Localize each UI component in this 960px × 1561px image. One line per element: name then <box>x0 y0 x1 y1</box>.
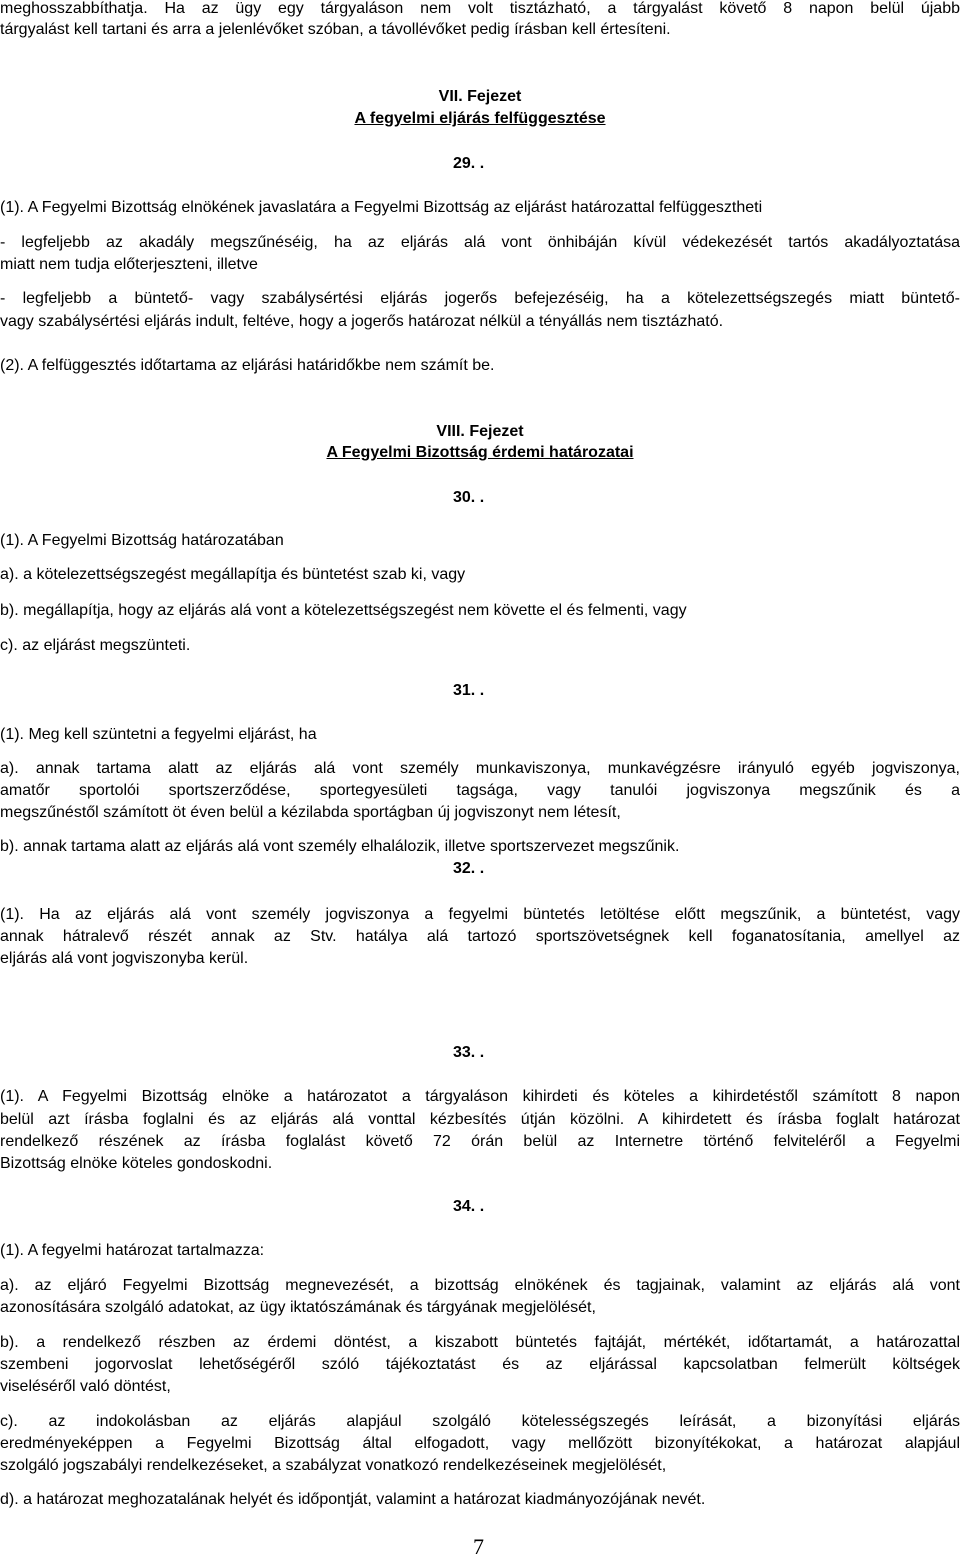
paragraph-line: a). annak tartama alatt az eljárás alá vont személy munkaviszonya, munkavégzésre irányuló egyéb jogviszonya, <box>0 760 960 777</box>
paragraph-line: (1). Ha az eljárás alá vont személy jogviszonya a fegyelmi büntetés letöltése előtt megszűnik, a büntetést, vagy <box>0 906 960 923</box>
paragraph-line: miatt nem tudja előterjeszteni, illetve <box>0 256 258 273</box>
chapter-number: VII. Fejezet <box>438 88 522 105</box>
section-heading: 31. . <box>453 682 485 699</box>
section-heading: 34. . <box>453 1198 485 1215</box>
paragraph-line: - legfeljebb az akadály megszűnéséig, ha az eljárás alá vont önhibáján kívül védekezését tartós akadályoztatása <box>0 234 960 251</box>
paragraph-line: vagy szabálysértési eljárás indult, feltéve, hogy a jogerős határozat nélkül a tényállás nem tisztázható. <box>0 313 724 330</box>
section-heading: 33. . <box>453 1044 485 1061</box>
paragraph-line: Bizottság elnöke köteles gondoskodni. <box>0 1155 273 1172</box>
paragraph-line: azonosítására szolgáló adatokat, az ügy iktatószámának és tárgyának megjelölését, <box>0 1299 596 1316</box>
paragraph-line: - legfeljebb a büntető- vagy szabálysértési eljárás jogerős befejezéséig, ha a kötelezettségszegés miatt büntető- <box>0 290 960 307</box>
paragraph: (1). A Fegyelmi Bizottság határozatában <box>0 532 284 549</box>
chapter-title: A fegyelmi eljárás felfüggesztése <box>354 110 606 127</box>
section-heading: 29. . <box>453 155 485 172</box>
paragraph: (1). Meg kell szüntetni a fegyelmi eljárást, ha <box>0 726 317 743</box>
paragraph-line: b). a rendelkező részben az érdemi döntést, a kiszabott büntetés fajtáját, mértékét, időtartamát, a határozattal <box>0 1334 960 1351</box>
paragraph-line: megszűnéstől számított öt éven belül a kézilabda sportágban új jogviszonyt nem létesít, <box>0 804 621 821</box>
list-item: c). az eljárást megszünteti. <box>0 637 191 654</box>
chapter-title: A Fegyelmi Bizottság érdemi határozatai <box>326 444 634 461</box>
paragraph-line: annak hátralevő részét annak az Stv. hatálya alá tartozó sportszövetségnek kell foganatosítania, amellyel az <box>0 928 960 945</box>
paragraph-line: viseléséről való döntést, <box>0 1378 171 1395</box>
paragraph-line: belül azt írásba foglalni és az eljárás alá vonttal kézbesítés útján közölni. A kihirdetett és írásba foglalt határozat <box>0 1111 960 1128</box>
page-number: 7 <box>473 1534 484 1559</box>
intro-line: meghosszabbíthatja. Ha az ügy egy tárgyaláson nem volt tisztázható, a tárgyalást követő 8 napon belül újabb <box>0 0 960 17</box>
list-item: d). a határozat meghozatalának helyét és időpontját, valamint a határozat kiadmányozójának nevét. <box>0 1491 706 1508</box>
paragraph-line: (1). A Fegyelmi Bizottság elnöke a határozatot a tárgyaláson kihirdeti és köteles a kihirdetéstől számított 8 napon <box>0 1088 960 1105</box>
paragraph-line: c). az indokolásban az eljárás alapjául szolgáló kötelességszegés leírását, a bizonyítási eljárás <box>0 1413 960 1430</box>
chapter-number: VIII. Fejezet <box>436 423 524 440</box>
paragraph-line: amatőr sportolói sportszerződése, sportegyesületi tagsága, vagy tanulói jogviszonya megszűnik és a <box>0 782 960 799</box>
paragraph: (2). A felfüggesztés időtartama az eljárási határidőkbe nem számít be. <box>0 357 495 374</box>
paragraph-line: szembeni jogorvoslat lehetőségéről szóló tájékoztatást és az eljárással kapcsolatban felmerült költségek <box>0 1356 960 1373</box>
list-item: b). megállapítja, hogy az eljárás alá vont a kötelezettségszegést nem követte el és felmenti, vagy <box>0 602 687 619</box>
section-heading: 30. . <box>453 489 485 506</box>
paragraph: (1). A Fegyelmi Bizottság elnökének javaslatára a Fegyelmi Bizottság az eljárást határozattal felfüggesztheti <box>0 199 763 216</box>
intro-line: tárgyalást kell tartani és arra a jelenlévőket szóban, a távollévőket pedig írásban kell értesíteni. <box>0 21 671 38</box>
paragraph: (1). A fegyelmi határozat tartalmazza: <box>0 1242 265 1259</box>
paragraph-line: rendelkező részének az írásba foglalást követő 72 órán belül az Internetre történő felviteléről a Fegyelmi <box>0 1133 960 1150</box>
paragraph-line: szolgáló jogszabályi rendelkezéseket, a szabályzat vonatkozó rendelkezéseinek megjelölését, <box>0 1457 667 1474</box>
paragraph-line: eljárás alá vont jogviszonyba kerül. <box>0 950 249 967</box>
list-item: b). annak tartama alatt az eljárás alá vont személy elhalálozik, illetve sportszervezet megszűnik. <box>0 838 680 855</box>
section-heading: 32. . <box>453 860 485 877</box>
paragraph-line: a). az eljáró Fegyelmi Bizottság megnevezését, a bizottság elnökének és tagjainak, valamint az eljárás alá vont <box>0 1277 960 1294</box>
list-item: a). a kötelezettségszegést megállapítja és büntetést szab ki, vagy <box>0 566 466 583</box>
paragraph-line: eredményeképpen a Fegyelmi Bizottság által elfogadott, vagy mellőzött bizonyítékokat, a határozat alapjául <box>0 1435 960 1452</box>
